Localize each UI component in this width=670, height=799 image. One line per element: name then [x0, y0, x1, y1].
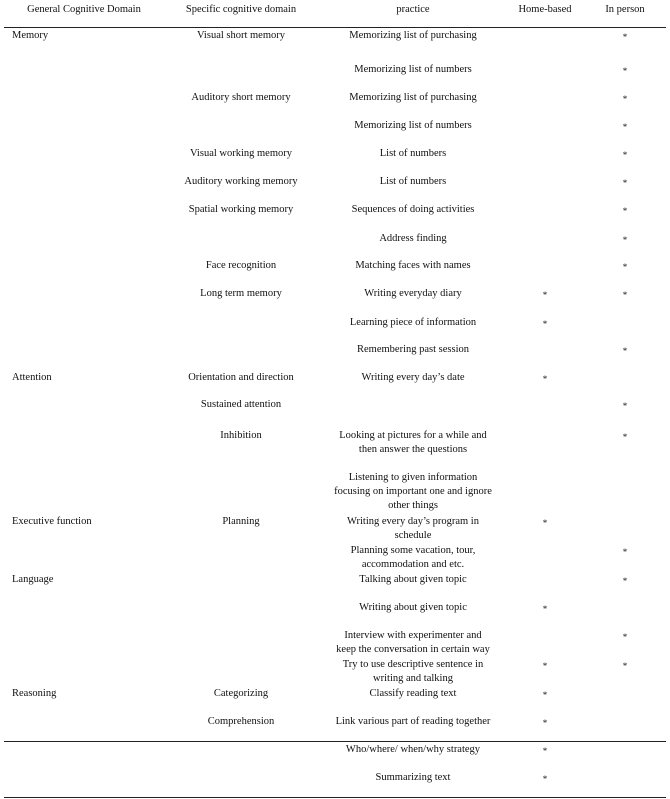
- header-bottom-rule: [4, 27, 666, 28]
- practice-cell: Remembering past session: [357, 344, 469, 355]
- in-person-mark: *: [622, 178, 628, 188]
- in-person-mark: *: [622, 150, 628, 160]
- practice-cell: Sequences of doing activities: [351, 204, 475, 215]
- practice-cell: Link various part of reading together: [335, 716, 491, 727]
- practice-cell: Summarizing text: [375, 772, 451, 783]
- practice-cell: accommodation and etc.: [361, 559, 465, 570]
- practice-cell: Interview with experimenter and: [344, 630, 482, 641]
- practice-cell: Memorizing list of purchasing: [349, 92, 477, 103]
- practice-cell: List of numbers: [379, 148, 447, 159]
- practice-cell: Writing everyday diary: [364, 288, 462, 299]
- header-in-person: In person: [605, 4, 645, 15]
- general-domain-cell: Executive function: [12, 516, 92, 527]
- practice-cell: Talking about given topic: [359, 574, 467, 585]
- in-person-mark: *: [622, 290, 628, 300]
- specific-domain-cell: Sustained attention: [200, 399, 282, 410]
- specific-domain-cell: Comprehension: [207, 716, 275, 727]
- in-person-mark: *: [622, 32, 628, 42]
- table-bottom-rule: [4, 797, 666, 798]
- practice-cell: Writing every day’s date: [361, 372, 465, 383]
- practice-cell: Planning some vacation, tour,: [350, 545, 476, 556]
- home-based-mark: *: [542, 518, 548, 528]
- header-general-domain: General Cognitive Domain: [27, 4, 141, 15]
- specific-domain-cell: Long term memory: [200, 288, 282, 299]
- in-person-mark: *: [622, 346, 628, 356]
- in-person-mark: *: [622, 235, 628, 245]
- in-person-mark: *: [622, 661, 628, 671]
- in-person-mark: *: [622, 262, 628, 272]
- home-based-mark: *: [542, 604, 548, 614]
- home-based-mark: *: [542, 746, 548, 756]
- home-based-mark: *: [542, 774, 548, 784]
- table-mid-rule: [4, 741, 666, 742]
- general-domain-cell: Reasoning: [12, 688, 57, 699]
- in-person-mark: *: [622, 401, 628, 411]
- practice-cell: Try to use descriptive sentence in: [342, 659, 484, 670]
- home-based-mark: *: [542, 661, 548, 671]
- practice-cell: Classify reading text: [369, 688, 457, 699]
- practice-cell: Memorizing list of numbers: [354, 64, 472, 75]
- practice-cell: List of numbers: [379, 176, 447, 187]
- practice-cell: Listening to given information: [348, 472, 478, 483]
- header-specific-domain: Specific cognitive domain: [185, 4, 297, 15]
- practice-cell: keep the conversation in certain way: [336, 644, 490, 655]
- practice-cell: focusing on important one and ignore: [334, 486, 492, 497]
- practice-cell: schedule: [394, 530, 432, 541]
- header-practice: practice: [396, 4, 430, 15]
- specific-domain-cell: Categorizing: [213, 688, 269, 699]
- in-person-mark: *: [622, 576, 628, 586]
- practice-cell: Address finding: [379, 233, 447, 244]
- home-based-mark: *: [542, 290, 548, 300]
- in-person-mark: *: [622, 432, 628, 442]
- practice-cell: Learning piece of information: [349, 317, 477, 328]
- specific-domain-cell: Auditory short memory: [191, 92, 291, 103]
- specific-domain-cell: Visual short memory: [196, 30, 286, 41]
- practice-cell: Who/where/ when/why strategy: [345, 744, 481, 755]
- in-person-mark: *: [622, 94, 628, 104]
- home-based-mark: *: [542, 374, 548, 384]
- in-person-mark: *: [622, 632, 628, 642]
- practice-cell: Memorizing list of numbers: [354, 120, 472, 131]
- general-domain-cell: Memory: [12, 30, 49, 41]
- practice-cell: Looking at pictures for a while and: [339, 430, 487, 441]
- specific-domain-cell: Spatial working memory: [188, 204, 294, 215]
- specific-domain-cell: Planning: [222, 516, 260, 527]
- practice-cell: writing and talking: [373, 673, 453, 684]
- practice-cell: other things: [388, 500, 438, 511]
- general-domain-cell: Language: [12, 574, 54, 585]
- practice-cell: then answer the questions: [358, 444, 468, 455]
- header-home-based: Home-based: [518, 4, 572, 15]
- specific-domain-cell: Visual working memory: [189, 148, 293, 159]
- specific-domain-cell: Face recognition: [205, 260, 277, 271]
- specific-domain-cell: Orientation and direction: [188, 372, 294, 383]
- in-person-mark: *: [622, 547, 628, 557]
- specific-domain-cell: Inhibition: [220, 430, 262, 441]
- general-domain-cell: Attention: [12, 372, 52, 383]
- home-based-mark: *: [542, 718, 548, 728]
- practice-cell: Writing every day’s program in: [347, 516, 479, 527]
- in-person-mark: *: [622, 66, 628, 76]
- home-based-mark: *: [542, 690, 548, 700]
- in-person-mark: *: [622, 122, 628, 132]
- practice-cell: Writing about given topic: [359, 602, 467, 613]
- home-based-mark: *: [542, 319, 548, 329]
- practice-cell: Memorizing list of purchasing: [349, 30, 477, 41]
- in-person-mark: *: [622, 206, 628, 216]
- specific-domain-cell: Auditory working memory: [184, 176, 298, 187]
- practice-cell: Matching faces with names: [355, 260, 471, 271]
